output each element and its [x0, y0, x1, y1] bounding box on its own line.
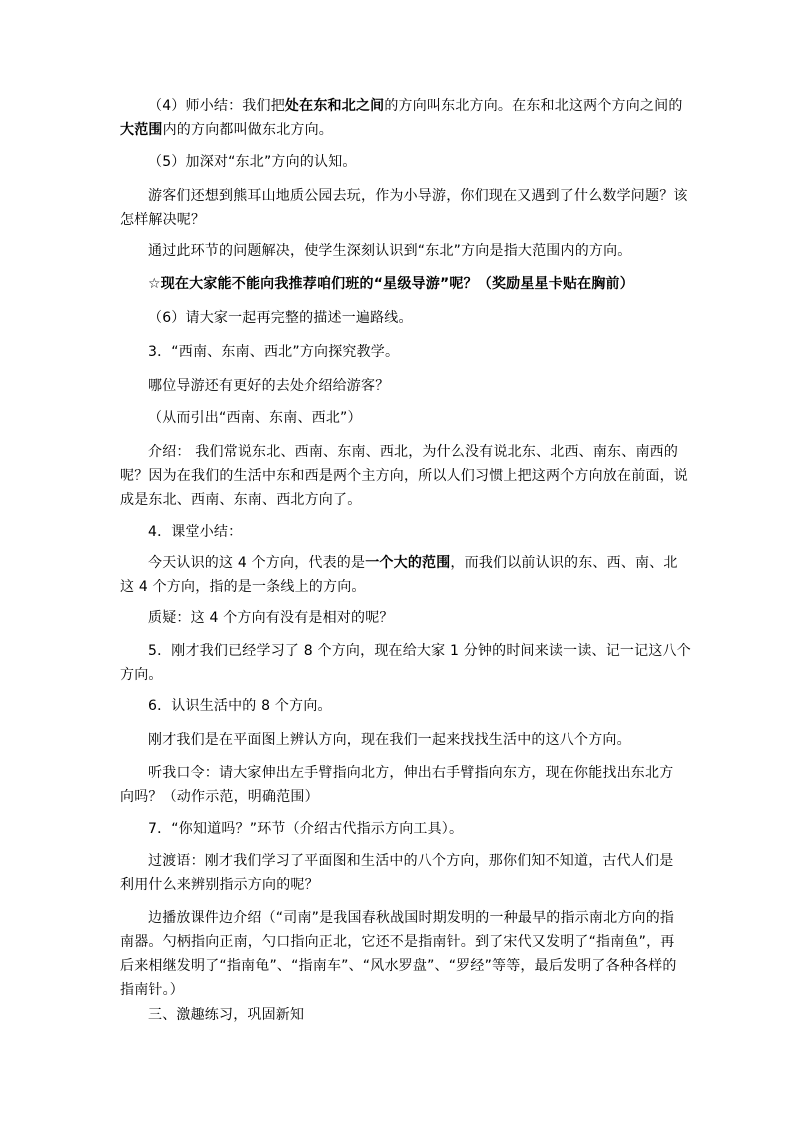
paragraph-introduction [120, 440, 688, 512]
text-line: 三、激趣练习，巩固新知 [148, 1007, 305, 1023]
paragraph-section-3 [120, 340, 680, 364]
paragraph-four-directions [120, 551, 680, 599]
text-run: ，而我们以前认识的东、西、南、北 [450, 555, 678, 571]
paragraph-teacher-summary [120, 94, 683, 142]
paragraph-problem-solving [120, 239, 680, 263]
text-line: 怎样解决呢？ [120, 212, 206, 228]
paragraph-deepen [120, 150, 680, 174]
bold-text: 大范围 [120, 122, 163, 138]
bold-text: ☆现在大家能不能向我推荐咱们班的“星级导游”呢？（奖励星星卡贴在胸前） [148, 276, 634, 292]
paragraph-route [120, 306, 680, 330]
text-line: 6．认识生活中的 8 个方向。 [148, 698, 332, 714]
paragraph-section-6 [120, 694, 680, 718]
text-run: 今天认识的这 4 个方向，代表的是 [148, 555, 366, 571]
bold-text: 一个大的范围 [365, 555, 451, 571]
text-line: 呢？因为在我们的生活中东和西是两个主方向，所以人们习惯上把这两个方向放在前面，说 [120, 468, 688, 484]
text-line: 3．“西南、东南、西北”方向探究教学。 [148, 344, 400, 360]
section-heading-practice [120, 1003, 680, 1027]
paragraph-transition [120, 849, 680, 897]
paragraph-star-guide [120, 272, 680, 296]
paragraph-section-4 [120, 520, 680, 544]
text-line [120, 551, 680, 575]
text-line: 利用什么来辨别指示方向的呢？ [120, 877, 319, 893]
paragraph-plan-view [120, 728, 680, 752]
bold-text: 处在东和北之间 [284, 98, 385, 114]
text-line: 南器。勺柄指向正南，勺口指向正北，它还不是指南针。到了宋代又发明了“指南鱼”，再 [120, 934, 675, 950]
text-line [120, 118, 680, 142]
text-line [120, 94, 683, 118]
text-line: 刚才我们是在平面图上辨认方向，现在我们一起来找找生活中的这八个方向。 [148, 732, 631, 748]
paragraph-question [120, 606, 680, 630]
text-run: （4）师小结：我们把 [148, 98, 285, 114]
text-line: （5）加深对“东北”方向的认知。 [148, 154, 357, 170]
paragraph-commands [120, 761, 680, 809]
text-line: 哪位导游还有更好的去处介绍给游客？ [148, 378, 390, 394]
paragraph-tourists [120, 184, 688, 232]
text-line: 介绍： 我们常说东北、西南、东南、西北，为什么没有说北东、北西、南东、南西的 [148, 444, 679, 460]
text-line: 这 4 个方向，指的是一条线上的方向。 [120, 579, 366, 595]
text-line: 后来相继发明了“指南龟”、“指南车”、“风水罗盘”、“罗经”等等，最后发明了各种各样的 [120, 958, 677, 974]
text-line: 方向。 [120, 667, 163, 683]
text-line: 质疑：这 4 个方向有没有是相对的呢？ [148, 610, 394, 626]
text-line: 成是东北、西南、东南、西北方向了。 [120, 492, 362, 508]
text-line: 7．“你知道吗？”环节（介绍古代指示方向工具）。 [148, 821, 464, 837]
text-line: 听我口令：请大家伸出左手臂指向北方，伸出右手臂指向东方，现在你能找出东北方 [148, 765, 674, 781]
text-line: 边播放课件边介绍（“司南”是我国春秋战国时期发明的一种最早的指示南北方向的指 [148, 910, 675, 926]
text-line: 过渡语：刚才我们学习了平面图和生活中的八个方向，那你们知不知道，古代人们是 [148, 853, 674, 869]
text-run: 的方向叫东北方向。在东和北这两个方向之间的 [384, 98, 683, 114]
paragraph-guide-question [120, 374, 680, 398]
text-line: 游客们还想到熊耳山地质公园去玩，作为小导游，你们现在又遇到了什么数学问题？该 [148, 188, 688, 204]
paragraph-section-5 [120, 639, 691, 687]
text-run: 内的方向都叫做东北方向。 [162, 122, 334, 138]
text-line: 4．课堂小结： [148, 524, 243, 540]
paragraph-compass-history [120, 906, 680, 1002]
text-line: （6）请大家一起再完整的描述一遍路线。 [148, 310, 413, 326]
text-line: 指南针。） [120, 982, 184, 998]
text-line: （从而引出“西南、东南、西北”） [148, 410, 362, 426]
text-line: 通过此环节的问题解决，使学生深刻认识到“东北”方向是指大范围内的方向。 [148, 243, 632, 259]
text-line: 向吗？（动作示范，明确范围） [120, 789, 319, 805]
paragraph-lead-in [120, 406, 680, 430]
paragraph-section-7 [120, 817, 680, 841]
text-line: 5．刚才我们已经学习了 8 个方向，现在给大家 1 分钟的时间来读一读、记一记这八个 [148, 643, 691, 659]
